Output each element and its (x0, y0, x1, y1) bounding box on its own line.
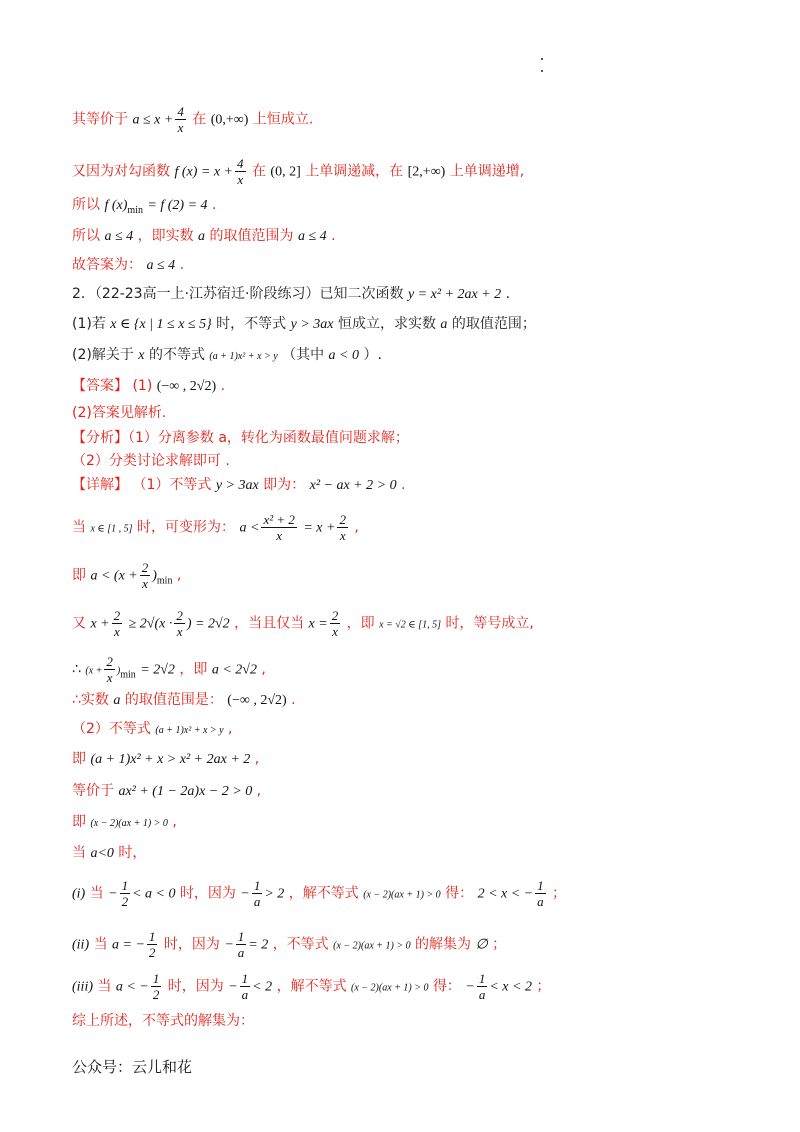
case-iii-line: (iii) 当 a < − $\frac{1}{2}$ 时，因为 − $\frac{1}{a}$ < 2 ，解不等式 (x − 2)(ax + 1) > 0 得： − $\frac{1}{a}$ < x < 2 ； (72, 971, 551, 1002)
solution-line-monotonic: 又因为对勾函数 f (x) = x + $\frac{4}{x}$ 在 (0, 2] 上单调递减，在 [2,+∞) 上单调递增, (72, 156, 525, 187)
solution-line-range: 所以 a ≤ 4 ，即实数 a 的取值范围为 a ≤ 4 . (72, 228, 336, 244)
detail-line-expand: 即 (a + 1)x² + x > x² + 2ax + 2 , (72, 751, 260, 767)
answer-line: 故答案为： a ≤ 4 . (72, 257, 185, 273)
answer-heading: 【答案】 (1) (−∞ , 2√2) . (72, 378, 226, 394)
solution-line-equivalent: 其等价于 a ≤ x + $\frac{4}{x}$ 在 (0,+∞) 上恒成立. (72, 104, 314, 135)
corner-dot (541, 70, 543, 72)
detail-line-inequality: 又 x + $\frac{2}{x}$ ≥ 2√(x · $\frac{2}{x}$ ) = 2√2 ，当且仅当 x = $\frac{2}{x}$ ，即 x = √2 ∈ [1, 5] 时，等号成立, (72, 608, 534, 639)
detail-part-2-start: （2）不等式 (a + 1)x² + x > y , (72, 721, 233, 737)
case-i-line: (i) 当 − $\frac{1}{2}$ < a < 0 时，因为 − $\frac{1}{a}$ > 2 ，解不等式 (x − 2)(ax + 1) > 0 得： 2 < x < − $\frac{1}{a}$ ； (72, 878, 567, 909)
footer-wechat: 公众号：云儿和花 (72, 1058, 193, 1076)
detail-line-case-a-negative: 当 a<0 时， (72, 845, 147, 861)
solution-line-minimum: 所以 f $(x)_{min} = f$ (2) = 4 . (72, 197, 217, 216)
detail-line-therefore: ∴ (x + $\frac{2}{x}$ )$_{min} = 2√2$ ，即 a < 2√2 , (72, 654, 266, 685)
answer-part-2: (2)答案见解析. (72, 405, 167, 421)
summary-line: 综上所述，不等式的解集为： (72, 1013, 254, 1029)
detail-line-equivalent: 等价于 ax² + (1 − 2a)x − 2 > 0 , (72, 783, 262, 799)
corner-dot (541, 58, 543, 60)
problem-part-1: (1)若 x ∈ {x | 1 ≤ x ≤ 5} 时，不等式 y > 3ax 恒成立，求实数 a 的取值范围； (72, 316, 536, 332)
analysis-line-1: 【分析】（1）分离参数 a，转化为函数最值问题求解； (72, 430, 409, 446)
detail-line-transform: 当 x ∈ [1 , 5] 时，可变形为： a < $\frac{\text{x² + 2}}{x}$ = x + $\frac{2}{x}$ , (72, 512, 359, 543)
problem-title: 2．（22-23高一上·江苏宿迁·阶段练习）已知二次函数 y = x² + 2ax + 2 . (72, 286, 511, 302)
detail-line-min: 即 a < (x + $\frac{2}{x}$ )$_{min}$ , (72, 560, 182, 591)
detail-line-1: 【详解】 （1）不等式 y > 3ax 即为： x² − ax + 2 > 0 . (72, 477, 406, 493)
case-ii-line: (ii) 当 a = − $\frac{1}{2}$ 时，因为 − $\frac{1}{a}$ = 2 ，不等式 (x − 2)(ax + 1) > 0 的解集为 ∅ ； (72, 929, 507, 960)
analysis-line-2: （2）分类讨论求解即可 . (72, 453, 230, 469)
detail-line-range: ∴实数 a 的取值范围是： (−∞ , 2√2) . (72, 692, 296, 708)
problem-part-2: (2)解关于 x 的不等式 (a + 1)x² + x > y （其中 a < 0 ）. (72, 347, 382, 363)
detail-line-factored: 即 (x − 2)(ax + 1) > 0 , (72, 814, 177, 830)
